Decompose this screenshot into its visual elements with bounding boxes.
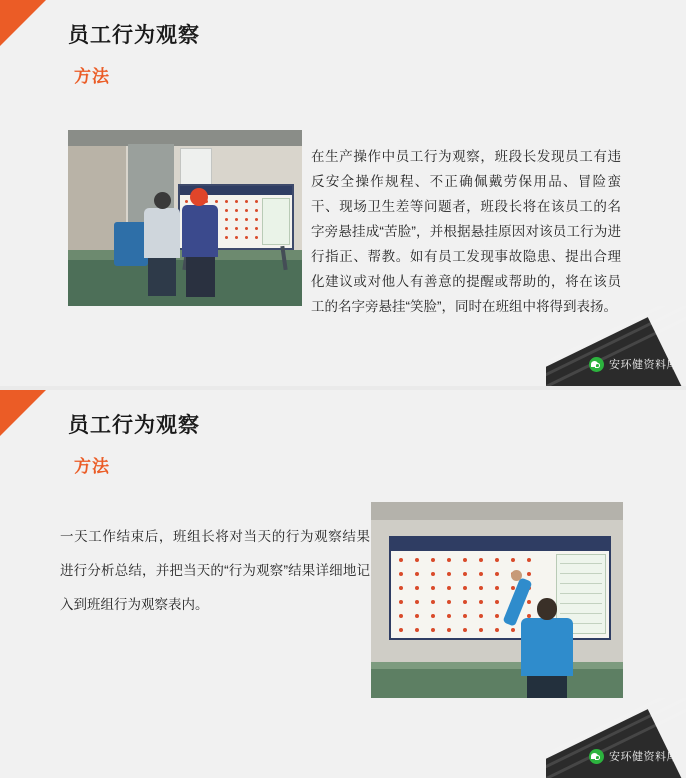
slide-2-ribbon: [546, 698, 686, 778]
slide-2-title: 员工行为观察: [68, 414, 200, 437]
photo-observation-board: [389, 536, 611, 640]
slide-1: [0, 0, 686, 386]
slide-2-body-text: 一天工作结束后，班组长将对当天的行为观察结果进行分析总结，并把当天的“行为观察”结果详细地记入到班组行为观察表内。: [60, 528, 370, 612]
photo-worker-2-body: [182, 205, 218, 257]
photo-blue-barrel: [114, 222, 148, 266]
watermark-label: 安环健资料库: [609, 359, 678, 371]
photo-ceiling: [68, 130, 302, 146]
slide-2: [0, 390, 686, 778]
slide-1-photo: [68, 130, 302, 306]
slide-2-heading-group: [68, 412, 200, 477]
corner-accent-triangle: [0, 390, 46, 436]
slide-1-heading-group: [68, 22, 200, 87]
slide-1-subtitle: 方法: [74, 67, 110, 86]
photo-worker-1-legs: [148, 256, 176, 296]
photo-worker-body: [521, 618, 573, 676]
photo-worker-hand: [511, 570, 522, 581]
photo-worker-legs: [527, 674, 567, 698]
slide-1-title: 员工行为观察: [68, 24, 200, 47]
photo-worker-head: [537, 598, 557, 620]
slide-2-photo: [371, 502, 623, 698]
slide-1-watermark: [589, 356, 678, 372]
photo-worker-2-legs: [186, 255, 215, 297]
slide-2-subtitle: 方法: [74, 457, 110, 476]
wechat-icon: [589, 749, 604, 764]
photo-worker-2-helmet: [190, 188, 208, 206]
wechat-icon: [589, 357, 604, 372]
photo-board-side-panel: [262, 198, 290, 245]
slide-1-ribbon: [546, 306, 686, 386]
photo-board-header: [391, 538, 609, 551]
photo-worker-1-body: [144, 208, 180, 258]
photo-ceiling: [371, 502, 623, 520]
corner-accent-triangle: [0, 0, 46, 46]
slide-2-watermark: [589, 748, 678, 764]
watermark-label: 安环健资料库: [609, 751, 678, 763]
slide-1-body-text: 在生产操作中员工行为观察，班段长发现员工有违反安全操作规程、不正确佩戴劳保用品、冒险蛮干、现场卫生差等问题者，班段长将在该员工的名字旁悬挂成“苦脸”，并根据悬挂原因对该员工行为进行指正、帮教。如有员工发现事故隐患、提出合理化建议或对他人有善意的提醒或帮助的，将在该员工的名字旁悬挂“笑脸”，同时在班组中将得到表扬。: [311, 148, 621, 314]
photo-floor-edge: [371, 662, 623, 669]
photo-worker-1-head: [154, 192, 171, 209]
